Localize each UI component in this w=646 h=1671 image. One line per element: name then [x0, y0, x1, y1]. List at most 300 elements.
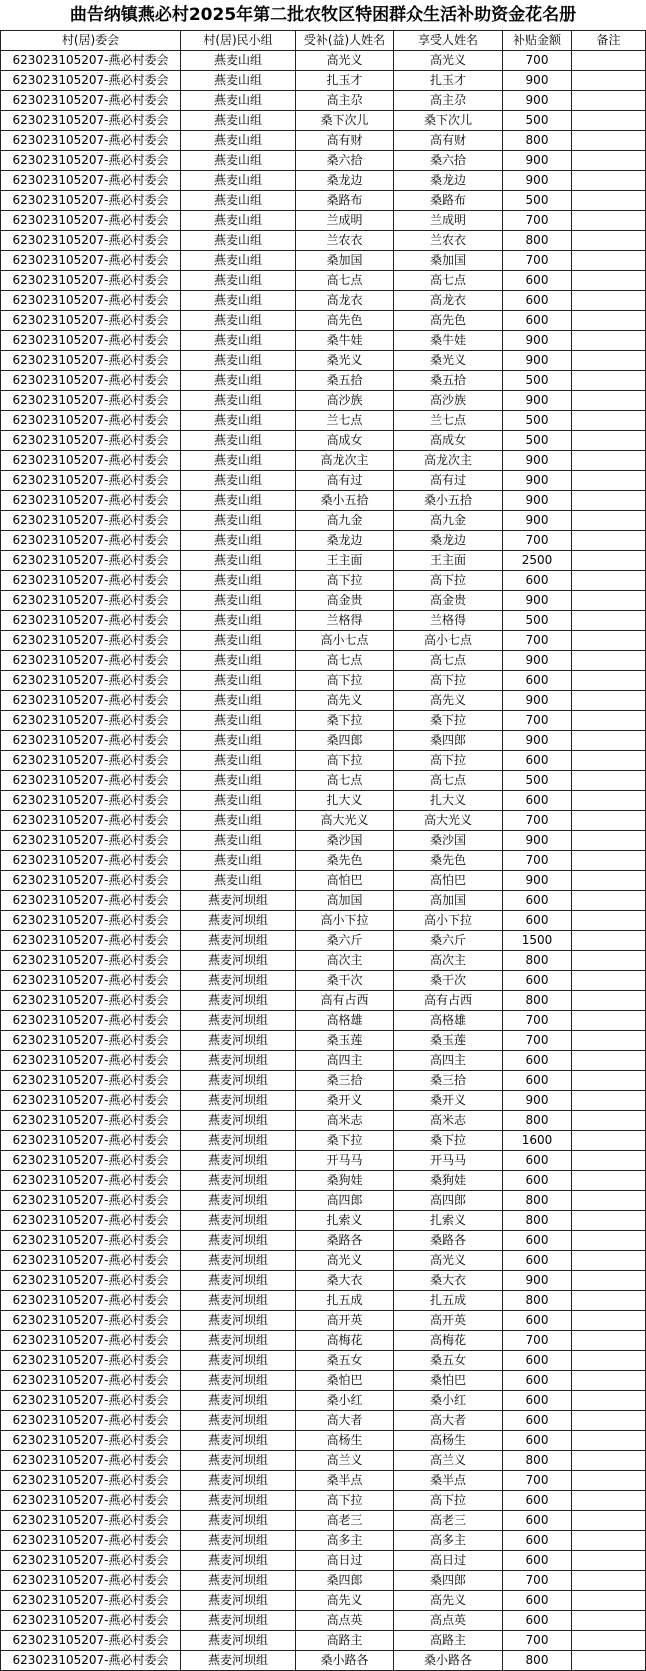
- village-committee-cell: 623023105207-燕必村委会: [1, 331, 181, 351]
- villager-group-cell: 燕麦河坝组: [181, 1611, 296, 1631]
- remark-cell: [572, 1431, 646, 1451]
- recipient-name-cell: 桑牛娃: [394, 331, 503, 351]
- recipient-name-cell: 兰七点: [394, 411, 503, 431]
- village-committee-cell: 623023105207-燕必村委会: [1, 731, 181, 751]
- document-title: 曲告纳镇燕必村2025年第二批农牧区特困群众生活补助资金花名册: [69, 5, 577, 25]
- recipient-name-cell: 王主面: [394, 551, 503, 571]
- subsidy-amount-cell: 600: [503, 311, 572, 331]
- recipient-name-cell: 高梅花: [394, 1331, 503, 1351]
- village-committee-cell: 623023105207-燕必村委会: [1, 1491, 181, 1511]
- villager-group-cell: 燕麦河坝组: [181, 1471, 296, 1491]
- remark-cell: [572, 771, 646, 791]
- header-recipient-name: 享受人姓名: [394, 31, 503, 51]
- table-row: [1, 1271, 646, 1291]
- subsidy-amount-cell: 900: [503, 351, 572, 371]
- remark-cell: [572, 251, 646, 271]
- subsidy-amount-cell: 600: [503, 671, 572, 691]
- recipient-name-cell: 高龙衣: [394, 291, 503, 311]
- table-row: [1, 551, 646, 571]
- village-committee-cell: 623023105207-燕必村委会: [1, 1091, 181, 1111]
- villager-group-cell: 燕麦河坝组: [181, 951, 296, 971]
- recipient-name-cell: 高大者: [394, 1411, 503, 1431]
- remark-cell: [572, 1611, 646, 1631]
- recipient-name-cell: 桑玉莲: [394, 1031, 503, 1051]
- villager-group-cell: 燕麦河坝组: [181, 1531, 296, 1551]
- remark-cell: [572, 651, 646, 671]
- remark-cell: [572, 191, 646, 211]
- remark-cell: [572, 811, 646, 831]
- remark-cell: [572, 151, 646, 171]
- remark-cell: [572, 1511, 646, 1531]
- recipient-name-cell: 桑龙边: [394, 171, 503, 191]
- subsidy-amount-cell: 700: [503, 1571, 572, 1591]
- table-row: [1, 1031, 646, 1051]
- beneficiary-name-cell: 桑下次儿: [296, 111, 394, 131]
- remark-cell: [572, 1411, 646, 1431]
- villager-group-cell: 燕麦河坝组: [181, 1151, 296, 1171]
- village-committee-cell: 623023105207-燕必村委会: [1, 51, 181, 71]
- village-committee-cell: 623023105207-燕必村委会: [1, 1431, 181, 1451]
- recipient-name-cell: 桑先色: [394, 851, 503, 871]
- recipient-name-cell: 高下拉: [394, 1491, 503, 1511]
- beneficiary-name-cell: 桑路各: [296, 1231, 394, 1251]
- remark-cell: [572, 131, 646, 151]
- subsidy-amount-cell: 900: [503, 1271, 572, 1291]
- remark-cell: [572, 271, 646, 291]
- village-committee-cell: 623023105207-燕必村委会: [1, 191, 181, 211]
- table-row: [1, 1251, 646, 1271]
- remark-cell: [572, 391, 646, 411]
- subsidy-amount-cell: 500: [503, 431, 572, 451]
- remark-cell: [572, 1131, 646, 1151]
- recipient-name-cell: 高兰义: [394, 1451, 503, 1471]
- remark-cell: [572, 1451, 646, 1471]
- subsidy-amount-cell: 900: [503, 731, 572, 751]
- remark-cell: [572, 931, 646, 951]
- subsidy-amount-cell: 500: [503, 191, 572, 211]
- village-committee-cell: 623023105207-燕必村委会: [1, 1631, 181, 1651]
- village-committee-cell: 623023105207-燕必村委会: [1, 931, 181, 951]
- table-row: [1, 931, 646, 951]
- table-row: [1, 531, 646, 551]
- recipient-name-cell: 扎索义: [394, 1211, 503, 1231]
- table-row: [1, 151, 646, 171]
- table-row: [1, 971, 646, 991]
- header-remark: 备注: [572, 31, 646, 51]
- recipient-name-cell: 高下拉: [394, 751, 503, 771]
- remark-cell: [572, 111, 646, 131]
- table-row: [1, 471, 646, 491]
- recipient-name-cell: 高先义: [394, 1591, 503, 1611]
- village-committee-cell: 623023105207-燕必村委会: [1, 1131, 181, 1151]
- remark-cell: [572, 1391, 646, 1411]
- village-committee-cell: 623023105207-燕必村委会: [1, 1451, 181, 1471]
- subsidy-amount-cell: 600: [503, 1231, 572, 1251]
- recipient-name-cell: 桑小五拾: [394, 491, 503, 511]
- beneficiary-name-cell: 桑干次: [296, 971, 394, 991]
- table-row: [1, 1331, 646, 1351]
- table-row: [1, 1451, 646, 1471]
- village-committee-cell: 623023105207-燕必村委会: [1, 1191, 181, 1211]
- recipient-name-cell: 桑半点: [394, 1471, 503, 1491]
- subsidy-amount-cell: 900: [503, 471, 572, 491]
- subsidy-amount-cell: 700: [503, 1031, 572, 1051]
- recipient-name-cell: 桑六拾: [394, 151, 503, 171]
- village-committee-cell: 623023105207-燕必村委会: [1, 391, 181, 411]
- village-committee-cell: 623023105207-燕必村委会: [1, 891, 181, 911]
- villager-group-cell: 燕麦山组: [181, 591, 296, 611]
- village-committee-cell: 623023105207-燕必村委会: [1, 1511, 181, 1531]
- village-committee-cell: 623023105207-燕必村委会: [1, 171, 181, 191]
- remark-cell: [572, 971, 646, 991]
- table-row: [1, 351, 646, 371]
- beneficiary-name-cell: 高次主: [296, 951, 394, 971]
- villager-group-cell: 燕麦河坝组: [181, 1011, 296, 1031]
- table-header-row: [1, 31, 646, 51]
- subsidy-amount-cell: 600: [503, 891, 572, 911]
- villager-group-cell: 燕麦山组: [181, 251, 296, 271]
- table-row: [1, 1131, 646, 1151]
- village-committee-cell: 623023105207-燕必村委会: [1, 751, 181, 771]
- village-committee-cell: 623023105207-燕必村委会: [1, 1211, 181, 1231]
- remark-cell: [572, 1351, 646, 1371]
- table-row: [1, 1051, 646, 1071]
- remark-cell: [572, 611, 646, 631]
- recipient-name-cell: 桑下拉: [394, 1131, 503, 1151]
- subsidy-amount-cell: 600: [503, 1531, 572, 1551]
- table-row: [1, 1471, 646, 1491]
- recipient-name-cell: 高先义: [394, 691, 503, 711]
- subsidy-amount-cell: 600: [503, 571, 572, 591]
- recipient-name-cell: 高下拉: [394, 671, 503, 691]
- remark-cell: [572, 891, 646, 911]
- table-row: [1, 751, 646, 771]
- villager-group-cell: 燕麦山组: [181, 531, 296, 551]
- subsidy-amount-cell: 700: [503, 851, 572, 871]
- table-row: [1, 951, 646, 971]
- villager-group-cell: 燕麦山组: [181, 151, 296, 171]
- subsidy-amount-cell: 500: [503, 411, 572, 431]
- table-row: [1, 1511, 646, 1531]
- beneficiary-name-cell: 兰成明: [296, 211, 394, 231]
- table-row: [1, 191, 646, 211]
- villager-group-cell: 燕麦山组: [181, 791, 296, 811]
- village-committee-cell: 623023105207-燕必村委会: [1, 1551, 181, 1571]
- remark-cell: [572, 831, 646, 851]
- village-committee-cell: 623023105207-燕必村委会: [1, 1411, 181, 1431]
- table-row: [1, 171, 646, 191]
- beneficiary-name-cell: 桑开义: [296, 1091, 394, 1111]
- recipient-name-cell: 高开英: [394, 1311, 503, 1331]
- table-row: [1, 611, 646, 631]
- remark-cell: [572, 1091, 646, 1111]
- subsidy-amount-cell: 700: [503, 1631, 572, 1651]
- village-committee-cell: 623023105207-燕必村委会: [1, 851, 181, 871]
- villager-group-cell: 燕麦山组: [181, 51, 296, 71]
- beneficiary-name-cell: 桑五拾: [296, 371, 394, 391]
- table-row: [1, 1311, 646, 1331]
- villager-group-cell: 燕麦河坝组: [181, 1171, 296, 1191]
- beneficiary-name-cell: 高路主: [296, 1631, 394, 1651]
- villager-group-cell: 燕麦河坝组: [181, 1071, 296, 1091]
- remark-cell: [572, 591, 646, 611]
- villager-group-cell: 燕麦山组: [181, 831, 296, 851]
- table-row: [1, 771, 646, 791]
- beneficiary-name-cell: 高先义: [296, 1591, 394, 1611]
- villager-group-cell: 燕麦山组: [181, 571, 296, 591]
- table-row: [1, 71, 646, 91]
- villager-group-cell: 燕麦山组: [181, 491, 296, 511]
- remark-cell: [572, 631, 646, 651]
- villager-group-cell: 燕麦山组: [181, 91, 296, 111]
- villager-group-cell: 燕麦河坝组: [181, 1551, 296, 1571]
- subsidy-amount-cell: 700: [503, 1011, 572, 1031]
- villager-group-cell: 燕麦山组: [181, 551, 296, 571]
- remark-cell: [572, 1331, 646, 1351]
- village-committee-cell: 623023105207-燕必村委会: [1, 871, 181, 891]
- table-row: [1, 291, 646, 311]
- remark-cell: [572, 1571, 646, 1591]
- recipient-name-cell: 桑三拾: [394, 1071, 503, 1091]
- table-row: [1, 1231, 646, 1251]
- villager-group-cell: 燕麦山组: [181, 631, 296, 651]
- subsidy-amount-cell: 600: [503, 271, 572, 291]
- remark-cell: [572, 1231, 646, 1251]
- recipient-name-cell: 桑五女: [394, 1351, 503, 1371]
- beneficiary-name-cell: 高四主: [296, 1051, 394, 1071]
- village-committee-cell: 623023105207-燕必村委会: [1, 631, 181, 651]
- village-committee-cell: 623023105207-燕必村委会: [1, 1531, 181, 1551]
- village-committee-cell: 623023105207-燕必村委会: [1, 1311, 181, 1331]
- beneficiary-name-cell: 桑四郎: [296, 731, 394, 751]
- village-committee-cell: 623023105207-燕必村委会: [1, 671, 181, 691]
- villager-group-cell: 燕麦山组: [181, 351, 296, 371]
- remark-cell: [572, 991, 646, 1011]
- table-row: [1, 1071, 646, 1091]
- remark-cell: [572, 171, 646, 191]
- subsidy-amount-cell: 500: [503, 611, 572, 631]
- village-committee-cell: 623023105207-燕必村委会: [1, 651, 181, 671]
- village-committee-cell: 623023105207-燕必村委会: [1, 91, 181, 111]
- beneficiary-name-cell: 高老三: [296, 1511, 394, 1531]
- village-committee-cell: 623023105207-燕必村委会: [1, 151, 181, 171]
- village-committee-cell: 623023105207-燕必村委会: [1, 1231, 181, 1251]
- remark-cell: [572, 411, 646, 431]
- header-village-committee: 村(居)委会: [1, 31, 181, 51]
- beneficiary-name-cell: 高七点: [296, 651, 394, 671]
- beneficiary-name-cell: 高格雄: [296, 1011, 394, 1031]
- beneficiary-name-cell: 高九金: [296, 511, 394, 531]
- recipient-name-cell: 桑六斤: [394, 931, 503, 951]
- remark-cell: [572, 1171, 646, 1191]
- recipient-name-cell: 兰农衣: [394, 231, 503, 251]
- village-committee-cell: 623023105207-燕必村委会: [1, 1031, 181, 1051]
- villager-group-cell: 燕麦河坝组: [181, 1411, 296, 1431]
- subsidy-amount-cell: 600: [503, 911, 572, 931]
- table-row: [1, 1191, 646, 1211]
- remark-cell: [572, 311, 646, 331]
- beneficiary-name-cell: 桑小五拾: [296, 491, 394, 511]
- village-committee-cell: 623023105207-燕必村委会: [1, 1271, 181, 1291]
- table-row: [1, 411, 646, 431]
- village-committee-cell: 623023105207-燕必村委会: [1, 1171, 181, 1191]
- village-committee-cell: 623023105207-燕必村委会: [1, 1591, 181, 1611]
- header-subsidy-amount: 补贴金额: [503, 31, 572, 51]
- remark-cell: [572, 1471, 646, 1491]
- village-committee-cell: 623023105207-燕必村委会: [1, 451, 181, 471]
- village-committee-cell: 623023105207-燕必村委会: [1, 291, 181, 311]
- recipient-name-cell: 高老三: [394, 1511, 503, 1531]
- villager-group-cell: 燕麦河坝组: [181, 931, 296, 951]
- table-row: [1, 51, 646, 71]
- remark-cell: [572, 711, 646, 731]
- village-committee-cell: 623023105207-燕必村委会: [1, 1651, 181, 1671]
- table-row: [1, 631, 646, 651]
- villager-group-cell: 燕麦河坝组: [181, 1391, 296, 1411]
- beneficiary-name-cell: 高七点: [296, 271, 394, 291]
- subsidy-amount-cell: 900: [503, 451, 572, 471]
- remark-cell: [572, 911, 646, 931]
- recipient-name-cell: 桑狗娃: [394, 1171, 503, 1191]
- village-committee-cell: 623023105207-燕必村委会: [1, 1071, 181, 1091]
- subsidy-amount-cell: 2500: [503, 551, 572, 571]
- villager-group-cell: 燕麦山组: [181, 671, 296, 691]
- remark-cell: [572, 1251, 646, 1271]
- subsidy-amount-cell: 600: [503, 1371, 572, 1391]
- table-row: [1, 1631, 646, 1651]
- villager-group-cell: 燕麦山组: [181, 231, 296, 251]
- subsidy-amount-cell: 800: [503, 1291, 572, 1311]
- remark-cell: [572, 351, 646, 371]
- table-row: [1, 1551, 646, 1571]
- villager-group-cell: 燕麦山组: [181, 111, 296, 131]
- recipient-name-cell: 高光义: [394, 51, 503, 71]
- villager-group-cell: 燕麦河坝组: [181, 1591, 296, 1611]
- remark-cell: [572, 1051, 646, 1071]
- villager-group-cell: 燕麦山组: [181, 211, 296, 231]
- subsidy-amount-cell: 900: [503, 1091, 572, 1111]
- subsidy-amount-cell: 900: [503, 591, 572, 611]
- beneficiary-name-cell: 桑加国: [296, 251, 394, 271]
- villager-group-cell: 燕麦河坝组: [181, 1351, 296, 1371]
- remark-cell: [572, 1591, 646, 1611]
- beneficiary-name-cell: 高杨生: [296, 1431, 394, 1451]
- beneficiary-name-cell: 高七点: [296, 771, 394, 791]
- recipient-name-cell: 高格雄: [394, 1011, 503, 1031]
- subsidy-amount-cell: 900: [503, 871, 572, 891]
- recipient-name-cell: 桑路各: [394, 1231, 503, 1251]
- beneficiary-name-cell: 桑狗娃: [296, 1171, 394, 1191]
- villager-group-cell: 燕麦山组: [181, 751, 296, 771]
- recipient-name-cell: 高大光义: [394, 811, 503, 831]
- subsidy-amount-cell: 800: [503, 951, 572, 971]
- beneficiary-name-cell: 高光义: [296, 51, 394, 71]
- recipient-name-cell: 高米志: [394, 1111, 503, 1131]
- subsidy-amount-cell: 600: [503, 1431, 572, 1451]
- beneficiary-name-cell: 高下拉: [296, 751, 394, 771]
- villager-group-cell: 燕麦山组: [181, 451, 296, 471]
- village-committee-cell: 623023105207-燕必村委会: [1, 431, 181, 451]
- subsidy-amount-cell: 900: [503, 691, 572, 711]
- subsidy-amount-cell: 800: [503, 231, 572, 251]
- villager-group-cell: 燕麦河坝组: [181, 1091, 296, 1111]
- subsidy-amount-cell: 600: [503, 1491, 572, 1511]
- table-row: [1, 871, 646, 891]
- recipient-name-cell: 桑五拾: [394, 371, 503, 391]
- subsidy-amount-cell: 600: [503, 791, 572, 811]
- table-row: [1, 1291, 646, 1311]
- village-committee-cell: 623023105207-燕必村委会: [1, 311, 181, 331]
- recipient-name-cell: 桑下次儿: [394, 111, 503, 131]
- village-committee-cell: 623023105207-燕必村委会: [1, 951, 181, 971]
- village-committee-cell: 623023105207-燕必村委会: [1, 1371, 181, 1391]
- villager-group-cell: 燕麦河坝组: [181, 1131, 296, 1151]
- subsidy-amount-cell: 900: [503, 491, 572, 511]
- remark-cell: [572, 691, 646, 711]
- beneficiary-name-cell: 高小下拉: [296, 911, 394, 931]
- table-row: [1, 311, 646, 331]
- table-row: [1, 731, 646, 751]
- recipient-name-cell: 桑四郎: [394, 731, 503, 751]
- table-row: [1, 111, 646, 131]
- recipient-name-cell: 桑开义: [394, 1091, 503, 1111]
- beneficiary-name-cell: 高下拉: [296, 571, 394, 591]
- remark-cell: [572, 791, 646, 811]
- villager-group-cell: 燕麦河坝组: [181, 1431, 296, 1451]
- village-committee-cell: 623023105207-燕必村委会: [1, 991, 181, 1011]
- village-committee-cell: 623023105207-燕必村委会: [1, 711, 181, 731]
- subsidy-amount-cell: 900: [503, 831, 572, 851]
- table-row: [1, 131, 646, 151]
- village-committee-cell: 623023105207-燕必村委会: [1, 791, 181, 811]
- subsidy-amount-cell: 600: [503, 1051, 572, 1071]
- village-committee-cell: 623023105207-燕必村委会: [1, 1111, 181, 1131]
- subsidy-amount-cell: 800: [503, 1211, 572, 1231]
- beneficiary-name-cell: 高龙衣: [296, 291, 394, 311]
- beneficiary-name-cell: 桑大衣: [296, 1271, 394, 1291]
- recipient-name-cell: 高路主: [394, 1631, 503, 1651]
- village-committee-cell: 623023105207-燕必村委会: [1, 611, 181, 631]
- table-row: [1, 1391, 646, 1411]
- remark-cell: [572, 451, 646, 471]
- subsidy-amount-cell: 800: [503, 1111, 572, 1131]
- village-committee-cell: 623023105207-燕必村委会: [1, 411, 181, 431]
- recipient-name-cell: 桑下拉: [394, 711, 503, 731]
- remark-cell: [572, 371, 646, 391]
- table-row: [1, 1491, 646, 1511]
- subsidy-amount-cell: 600: [503, 1251, 572, 1271]
- remark-cell: [572, 851, 646, 871]
- remark-cell: [572, 91, 646, 111]
- remark-cell: [572, 491, 646, 511]
- table-row: [1, 231, 646, 251]
- beneficiary-name-cell: 桑牛娃: [296, 331, 394, 351]
- village-committee-cell: 623023105207-燕必村委会: [1, 1051, 181, 1071]
- remark-cell: [572, 1151, 646, 1171]
- beneficiary-name-cell: 桑三拾: [296, 1071, 394, 1091]
- villager-group-cell: 燕麦河坝组: [181, 891, 296, 911]
- subsidy-amount-cell: 600: [503, 751, 572, 771]
- recipient-name-cell: 高九金: [394, 511, 503, 531]
- table-row: [1, 1211, 646, 1231]
- village-committee-cell: 623023105207-燕必村委会: [1, 131, 181, 151]
- recipient-name-cell: 高光义: [394, 1251, 503, 1271]
- villager-group-cell: 燕麦河坝组: [181, 1331, 296, 1351]
- subsidy-amount-cell: 500: [503, 111, 572, 131]
- villager-group-cell: 燕麦河坝组: [181, 1651, 296, 1671]
- table-row: [1, 431, 646, 451]
- villager-group-cell: 燕麦河坝组: [181, 1631, 296, 1651]
